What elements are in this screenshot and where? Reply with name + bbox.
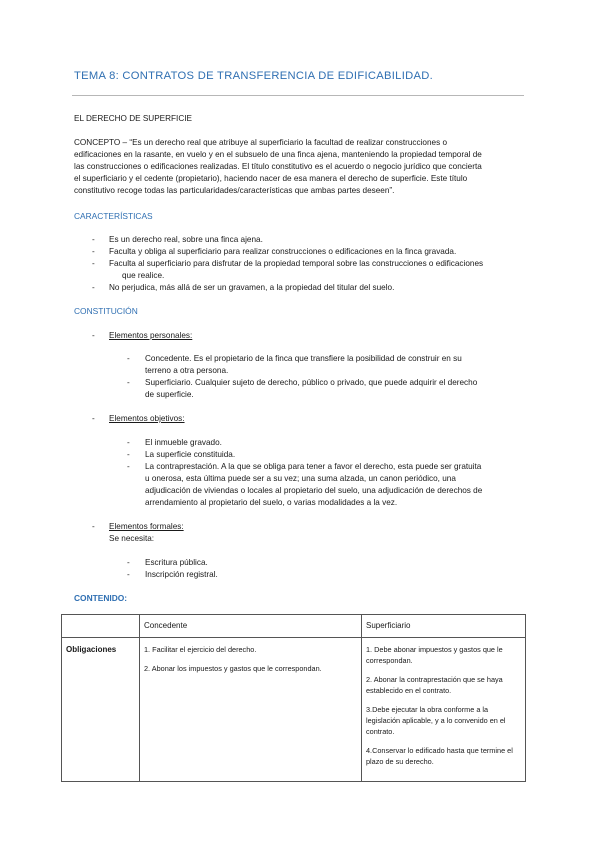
- concepto-paragraph: [74, 137, 526, 197]
- elementos-formales-sub: Se necesita:: [109, 534, 155, 543]
- table-header-cell: [140, 615, 362, 638]
- bullet-dash: -: [92, 522, 95, 531]
- row-label-cell: [62, 638, 140, 782]
- page-title: TEMA 8: CONTRATOS DE TRANSFERENCIA DE EDIFICABILIDAD.: [74, 70, 434, 82]
- superficiario-obligation: 2. Abonar la contraprestación que se haya establecido en el contrato.: [366, 675, 503, 695]
- table-header-row: [62, 615, 526, 638]
- personal-item: Concedente. Es el propietario de la finca que transfiere la posibilidad de construir en su: [145, 354, 462, 363]
- caracteristica-item: Faculta al superficiario para disfrutar de la propiedad temporal sobre las construcciones o edificaciones: [109, 259, 484, 268]
- bullet-dash: -: [92, 331, 95, 340]
- table-row: [62, 638, 526, 782]
- objetivo-item-cont: adjudicación de viviendas o locales al propietario del suelo, una adjudicación de derechos de: [145, 486, 483, 495]
- objetivo-item: La superficie constituida.: [145, 450, 236, 459]
- bullet-dash: -: [127, 378, 130, 387]
- table-header-cell: [62, 615, 140, 638]
- caracteristica-item-cont: que realice.: [122, 271, 165, 280]
- caracteristica-item: Faculta y obliga al superficiario para realizar construcciones o edificaciones en la finca gravada.: [109, 247, 457, 256]
- elementos-formales-label: Elementos formales:: [109, 522, 184, 531]
- concedente-cell: [140, 638, 362, 782]
- objetivo-item-cont: arrendamiento al propietario del suelo, o varias modalidades a la vez.: [145, 498, 398, 507]
- concedente-obligation: 2. Abonar los impuestos y gastos que le correspondan.: [144, 664, 322, 673]
- bullet-dash: -: [127, 438, 130, 447]
- bullet-dash: -: [127, 558, 130, 567]
- header-superficiario: Superficiario: [366, 621, 411, 630]
- bullet-dash: -: [92, 283, 95, 292]
- bullet-dash: -: [127, 570, 130, 579]
- formal-item: Escritura pública.: [145, 558, 208, 567]
- superficiario-obligation: 3.Debe ejecutar la obra conforme a la legislación aplicable, y a lo convenido en el contrato.: [366, 705, 506, 736]
- concepto-line: edificaciones en la rasante, en vuelo y en el subsuelo de una finca ajena, manteniendo la propiedad temporal de: [74, 150, 482, 159]
- superficiario-obligation: 1. Debe abonar impuestos y gastos que le correspondan.: [366, 645, 503, 665]
- bullet-dash: -: [92, 235, 95, 244]
- superficiario-obligation: 4.Conservar lo edificado hasta que termine el plazo de su derecho.: [366, 746, 513, 766]
- bullet-dash: -: [92, 414, 95, 423]
- concepto-line: el superficiario y el cedente (propietario), haciendo nacer de esa manera el derecho de superficie. Este título: [74, 174, 468, 183]
- header-concedente: Concedente: [144, 621, 188, 630]
- bullet-dash: -: [92, 259, 95, 268]
- formal-item: Inscripción registral.: [145, 570, 218, 579]
- personal-item-cont: de superficie.: [145, 390, 194, 399]
- row-label-obligaciones: Obligaciones: [66, 645, 117, 654]
- contenido-table: [61, 614, 526, 782]
- title-divider: [72, 95, 524, 96]
- objetivo-item: El inmueble gravado.: [145, 438, 222, 447]
- concepto-line: constitutivo recoge todas las particularidades/características que ambas partes deseen”.: [74, 186, 395, 195]
- contenido-heading: CONTENIDO:: [74, 593, 128, 603]
- elementos-personales-label: Elementos personales:: [109, 331, 193, 340]
- elementos-objetivos-label: Elementos objetivos:: [109, 414, 185, 423]
- caracteristica-item: No perjudica, más allá de ser un gravamen, a la propiedad del titular del suelo.: [109, 283, 395, 292]
- objetivo-item-cont: u onerosa, esta última puede ser a su vez; una suma alzada, un canon periódico, una: [145, 474, 456, 483]
- section-title: EL DERECHO DE SUPERFICIE: [74, 114, 192, 123]
- bullet-dash: -: [127, 450, 130, 459]
- bullet-dash: -: [92, 247, 95, 256]
- personal-item-cont: terreno a otra persona.: [145, 366, 229, 375]
- concedente-obligation: 1. Facilitar el ejercicio del derecho.: [144, 645, 257, 654]
- personal-item: Superficiario. Cualquier sujeto de derecho, público o privado, que puede adquirir el derecho: [145, 378, 478, 387]
- objetivo-item: La contraprestación. A la que se obliga para tener a favor el derecho, esta puede ser gratuita: [145, 462, 482, 471]
- table-header-cell: [362, 615, 526, 638]
- bullet-dash: -: [127, 354, 130, 363]
- concepto-line: CONCEPTO – “Es un derecho real que atribuye al superficiario la facultad de realizar construcciones o: [74, 138, 448, 147]
- superficiario-cell: [362, 638, 526, 782]
- caracteristica-item: Es un derecho real, sobre una finca ajena.: [109, 235, 263, 244]
- concepto-line: las construcciones o edificaciones realizadas. El título constitutivo es el acuerdo o negocio jurídico que concierta: [74, 162, 482, 171]
- bullet-dash: -: [127, 462, 130, 471]
- constitucion-heading: CONSTITUCIÓN: [74, 306, 138, 316]
- caracteristicas-heading: CARACTERÍSTICAS: [74, 211, 153, 221]
